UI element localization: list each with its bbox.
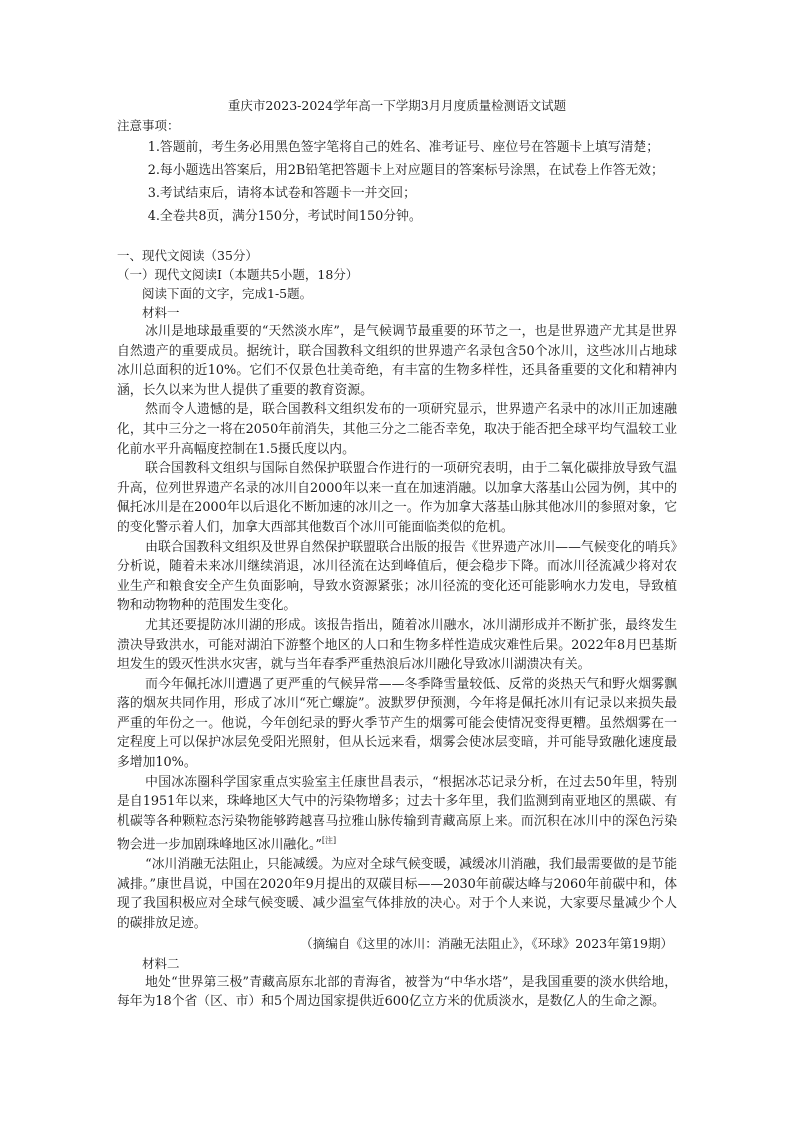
- subsection-heading: （一）现代文阅读Ⅰ（本题共5小题，18分）: [117, 267, 359, 282]
- material-one-paragraph-7: [117, 773, 677, 856]
- reading-instruction: 阅读下面的文字，完成1-5题。: [142, 286, 313, 301]
- footnote-marker: [注]: [321, 836, 337, 846]
- notice-heading: 注意事项：: [117, 118, 180, 133]
- material-one-paragraph-2: 然而令人遗憾的是，联合国教科文组织发布的一项研究显示，世界遗产名录中的冰川正加速融化，其中三分之一将在2050年前消失，其他三分之二能否幸免，取决于能否把全球平均气温较工业化前水平升高幅度控制在1.5摄氏度以内。: [117, 402, 677, 457]
- notice-item-1: 1.答题前，考生务必用黑色签字笔将自己的姓名、准考证号、座位号在答题卡上填写清楚；: [147, 140, 660, 155]
- exam-title: 重庆市2023-2024学年高一下学期3月月度质量检测语文试题: [227, 98, 567, 113]
- spacer: [117, 228, 677, 246]
- material-one-paragraph-3: 联合国教科文组织与国际自然保护联盟合作进行的一项研究表明，由于二氧化碳排放导致气温升高，位列世界遗产名录的冰川自2000年以来一直在加速消融。以加拿大落基山公园为例，其中的佩托冰川是在2000年以后退化不断加速的冰川之一。作为加拿大落基山脉其他冰川的参照对象，它的变化警示着人们，加拿大西部其他数百个冰川可能面临类似的危机。: [117, 461, 677, 535]
- notice-item-4: 4.全卷共8页，满分150分，考试时间150分钟。: [147, 209, 422, 224]
- material-one-label: 材料一: [142, 305, 180, 320]
- paragraph-text: 中国冰冻圈科学国家重点实验室主任康世昌表示，“根据冰芯记录分析，在过去50年里，特别是自1951年以来，珠峰地区大气中的污染物增多；过去十多年里，我们监测到南亚地区的黑碳、有机碳等各种颗粒态污染物能够跨越喜马拉雅山脉传输到青藏高原上来。而沉积在冰川中的深色污染物会进一步加剧珠峰地区冰川融化。”: [117, 774, 677, 853]
- material-two-paragraph-1: 地处“世界第三极”青藏高原东北部的青海省，被誉为“中华水塔”，是我国重要的淡水供给地，每年为18个省（区、市）和5个周边国家提供近600亿立方米的优质淡水，是数亿人的生命之源。: [117, 974, 677, 1010]
- material-one-paragraph-8: “冰川消融无法阻止，只能减缓。为应对全球气候变暖，减缓冰川消融，我们最需要做的是节能减排。”康世昌说，中国在2020年9月提出的双碳目标——2030年前碳达峰与2060年前碳中和，体现了我国积极应对全球气候变暖、减少温室气体排放的决心。对于个人来说，大家要尽量减少个人的碳排放足迹。: [117, 857, 677, 932]
- material-one-paragraph-6: 而今年佩托冰川遭遇了更严重的气候异常——冬季降雪量较低、反常的炎热天气和野火烟雾飘落的烟灰共同作用，形成了冰川“死亡螺旋”。波默罗伊预测，今年将是佩托冰川有记录以来损失最严重的年份之一。他说，今年创纪录的野火季节产生的烟雾可能会使情况变得更糟。虽然烟雾在一定程度上可以保护冰层免受阳光照射，但从长远来看，烟雾会使冰层变暗，并可能导致融化速度最多增加10%。: [117, 676, 677, 771]
- notice-item-3: 3.考试结束后，请将本试卷和答题卡一并交回；: [147, 186, 416, 201]
- section-heading: 一、现代文阅读（35分）: [117, 248, 258, 263]
- material-one-source: （摘编自《这里的冰川：消融无法阻止》，《环球》2023年第19期）: [300, 935, 673, 951]
- exam-page: [117, 96, 677, 1012]
- material-one-paragraph-5: 尤其还要提防冰川湖的形成。该报告指出，随着冰川融水，冰川湖形成并不断扩张，最终发生溃决导致洪水，可能对湖泊下游整个地区的人口和生物多样性造成灾难性后果。2022年8月巴基斯坦发生的毁灭性洪水灾害，就与当年春季严重热浪后冰川融化导致冰川湖溃决有关。: [117, 617, 677, 673]
- material-two-label: 材料二: [142, 955, 180, 971]
- material-one-paragraph-1: 冰川是地球最重要的“天然淡水库”，是气候调节最重要的环节之一，也是世界遗产尤其是世界自然遗产的重要成员。据统计，联合国教科文组织的世界遗产名录包含50个冰川，这些冰川占地球冰川总面积的近10%。它们不仅景色壮美奇绝，有丰富的生物多样性，还具备重要的文化和精神内涵，长久以来为世人提供了重要的教育资源。: [117, 324, 677, 398]
- notice-item-2: 2.每小题选出答案后，用2B铅笔把答题卡上对应题目的答案标号涂黑，在试卷上作答无效；: [147, 163, 664, 178]
- material-one-paragraph-4: 由联合国教科文组织及世界自然保护联盟联合出版的报告《世界遗产冰川——气候变化的哨兵》分析说，随着未来冰川继续消退，冰川径流在达到峰值后，便会稳步下降。而冰川径流减少将对农业生产和粮食安全产生负面影响，导致水资源紧张；冰川径流的变化还可能影响水力发电，导致植物和动物物种的范围发生变化。: [117, 539, 677, 614]
